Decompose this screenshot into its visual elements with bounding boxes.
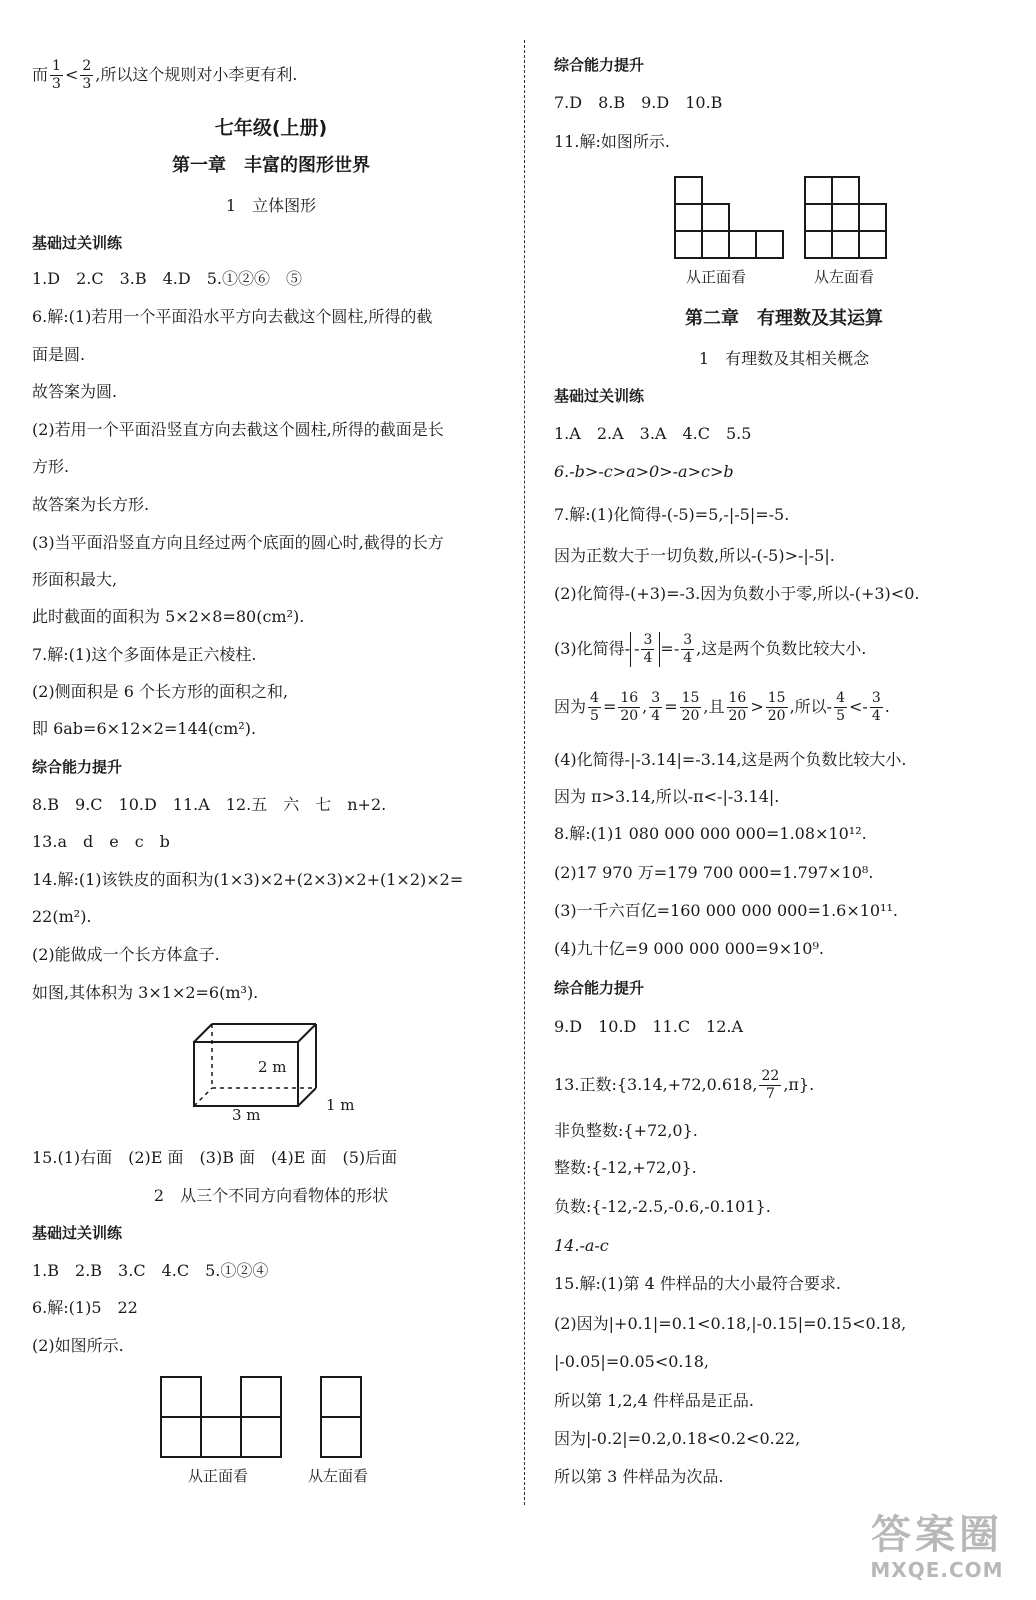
denominator: 4 [683,650,693,666]
numerator: 2 [82,58,92,74]
cube-square [200,1416,242,1458]
watermark-bottom: MXQE.COM [870,1558,1004,1582]
text-segment: =- [660,639,680,658]
answer-line: (2)化简得-(+3)=-3.因为负数小于零,所以-(+3)<0. [554,584,920,603]
text-segment: ,这是两个负数比较大小. [696,639,867,658]
text-segment: 因为 [554,697,587,716]
denominator: 20 [681,708,700,724]
grade-title: 七年级(上册) [214,117,328,139]
fraction [727,690,749,725]
answer-line: 所以第 1,2,4 件样品是正品. [554,1391,754,1410]
fraction [681,632,694,667]
fraction [834,690,847,725]
cube-square [804,176,833,205]
text-segment: = [602,697,617,716]
basic-training-heading: 基础过关训练 [32,1224,123,1242]
answer-line: 15.解:(1)第 4 件样品的大小最符合要求. [554,1274,841,1293]
answer-line: 14.-a-c [554,1236,609,1255]
column-divider [524,40,525,1505]
denominator: 3 [52,76,61,92]
fraction [50,58,63,93]
intro-pre: 而 [32,65,49,84]
numerator: 3 [643,632,653,648]
box-width-label: 3 m [232,1106,261,1124]
denominator: 5 [836,708,845,724]
answer-line: (3)一千六百亿=160 000 000 000=1.6×10¹¹. [554,901,899,920]
answer-line: 11.解:如图所示. [554,132,670,151]
answer-line: (4)化简得-|-3.14|=-3.14,这是两个负数比较大小. [554,750,907,769]
text-segment: , [642,697,648,716]
box-height-label: 2 m [258,1058,287,1076]
answer-line: 此时截面的面积为 5×2×8=80(cm²). [32,607,305,626]
advanced-heading: 综合能力提升 [554,979,645,997]
answer-line: 整数:{-12,+72,0}. [554,1158,697,1177]
answer-line: 面是圆. [32,345,86,364]
fraction [618,690,640,725]
intro-line [32,58,297,93]
answer-line: 14.解:(1)该铁皮的面积为(1×3)×2+(2×3)×2+(1×2)×2= [32,870,464,889]
answer-line: 15.(1)右面 (2)E 面 (3)B 面 (4)E 面 (5)后面 [32,1148,398,1167]
answer-line: (2)因为|+0.1|=0.1<0.18,|-0.15|=0.15<0.18, [554,1314,907,1333]
answer-line: 9.D 10.D 11.C 12.A [554,1017,744,1036]
cube-square [831,230,860,259]
less-than: < [64,65,79,84]
answer-line: (3)当平面沿竖直方向且经过两个底面的圆心时,截得的长方 [32,533,444,552]
answer-line: (2)侧面积是 6 个长方形的面积之和, [32,682,289,701]
answer-line: 因为 π>3.14,所以-π<-|-3.14|. [554,787,780,806]
answer-line: (2)17 970 万=179 700 000=1.797×10⁸. [554,863,874,882]
answer-line: 22(m²). [32,907,92,926]
basic-training-heading: 基础过关训练 [554,387,645,405]
fraction [641,632,654,667]
cube-square [320,1376,362,1418]
answer-line: 故答案为长方形. [32,495,150,514]
left-view-caption: 从左面看 [308,1467,369,1485]
numerator: 3 [651,690,661,706]
denominator: 3 [82,76,92,92]
answer-line: 7.解:(1)化简得-(-5)=5,-|-5|=-5. [554,505,790,524]
answer-line: 如图,其体积为 3×1×2=6(m³). [32,983,259,1002]
answer-line: 负数:{-12,-2.5,-0.6,-0.101}. [554,1197,771,1216]
section-1-title: 1 立体图形 [225,196,317,215]
absolute-value: - $\frac{3}{4}$ [630,632,660,667]
answer-line: 1.A 2.A 3.A 4.C 5.5 [554,424,752,443]
cube-square [858,230,887,259]
answer-line: (2)若用一个平面沿竖直方向去截这个圆柱,所得的截面是长 [32,420,444,439]
cube-square [804,203,833,232]
answer-line: 6.解:(1)5 22 [32,1298,138,1317]
answer-line: (4)九十亿=9 000 000 000=9×10⁹. [554,939,824,958]
cube-square [674,230,703,259]
answer-line: 故答案为圆. [32,382,118,401]
cube-square [804,230,833,259]
answer-line: 8.解:(1)1 080 000 000 000=1.08×10¹². [554,824,867,843]
numerator: 22 [761,1068,780,1084]
numerator: 16 [728,690,747,706]
numerator: 3 [871,690,881,706]
watermark-top: 答案圈 [871,1512,1003,1558]
advanced-heading: 综合能力提升 [554,56,645,74]
answer-line: |-0.05|=0.05<0.18, [554,1352,709,1371]
fraction [766,690,788,725]
numerator: 4 [590,690,599,706]
denominator: 4 [643,650,653,666]
basic-training-heading: 基础过关训练 [32,234,123,252]
text-segment: . [884,697,890,716]
answer-line: 1.B 2.B 3.C 4.C 5.①②④ [32,1261,269,1280]
fraction [588,690,601,725]
answer-line: 13.a d e c b [32,832,170,851]
text-segment: ,所以- [789,697,833,716]
denominator: 20 [767,708,786,724]
answer-line: 所以第 3 件样品为次品. [554,1467,724,1486]
answer-line: 因为正数大于一切负数,所以-(-5)>-|-5|. [554,546,835,565]
text-segment: (3)化简得- [554,639,631,658]
watermark-logo [852,1512,1022,1592]
answer-line-fractions [554,632,866,667]
section-2-title: 2 从三个不同方向看物体的形状 [153,1186,389,1205]
numerator: 1 [52,58,61,74]
answer-line: 8.B 9.C 10.D 11.A 12.五 六 七 n+2. [32,795,387,814]
denominator: 4 [871,708,881,724]
answer-line: 因为|-0.2|=0.2,0.18<0.2<0.22, [554,1429,801,1448]
answer-line: 7.D 8.B 9.D 10.B [554,93,723,112]
chapter-2-title: 第二章 有理数及其运算 [685,308,883,329]
cube-square [755,230,784,259]
denominator: 20 [728,708,747,724]
numerator: 3 [683,632,693,648]
cube-square [674,176,703,205]
cube-square [674,203,703,232]
box-depth-label: 1 m [326,1096,355,1114]
text-segment: <- [849,697,868,716]
left-view-figure [320,1376,370,1468]
answer-line: 形面积最大, [32,570,118,589]
fraction [80,58,93,93]
cube-square [831,176,860,205]
cube-square [160,1376,202,1418]
advanced-heading: 综合能力提升 [32,758,123,776]
answer-line: (2)如图所示. [32,1336,124,1355]
cube-square [858,203,887,232]
front-view-caption: 从正面看 [188,1467,249,1485]
fraction [870,690,883,725]
cube-square [240,1416,282,1458]
answer-line: 6.-b>-c>a>0>-a>c>b [554,462,734,481]
denominator: 7 [765,1086,775,1102]
numerator: 15 [767,690,786,706]
answer-line: (2)能做成一个长方体盒子. [32,945,220,964]
left-view-caption: 从左面看 [814,268,875,286]
text-segment: 13.正数:{3.14,+72,0.618, [554,1075,758,1094]
numerator: 4 [836,690,845,706]
denominator: 5 [590,708,599,724]
intro-post: ,所以这个规则对小李更有利. [95,65,298,84]
text-segment: ,且 [703,697,725,716]
answer-line: 方形. [32,457,70,476]
text-segment: = [664,697,678,716]
cube-square [160,1416,202,1458]
cube-square [701,203,730,232]
cube-square [701,230,730,259]
answer-line: 1.D 2.C 3.B 4.D 5.①②⑥ ⑤ [32,269,302,288]
fraction [759,1068,781,1103]
numerator: 16 [620,690,639,706]
numerator: 15 [681,690,700,706]
fraction [649,690,662,725]
answer-line: 非负整数:{+72,0}. [554,1121,698,1140]
cube-square [831,203,860,232]
denominator: 20 [620,708,639,724]
section-title: 1 有理数及其相关概念 [698,349,870,368]
text-segment: > [750,697,764,716]
chapter-1-title: 第一章 丰富的图形世界 [172,155,370,176]
answer-line-fractions [554,1068,814,1103]
denominator: 4 [651,708,661,724]
answer-line: 即 6ab=6×12×2=144(cm²). [32,719,257,738]
text-segment: ,π}. [783,1075,815,1094]
front-view-caption: 从正面看 [686,268,747,286]
fraction [680,690,702,725]
left-view-figure [804,176,894,260]
front-view-figure [674,176,794,260]
answer-line: 7.解:(1)这个多面体是正六棱柱. [32,645,257,664]
cube-square [728,230,757,259]
answer-line: 6.解:(1)若用一个平面沿水平方向去截这个圆柱,所得的截 [32,307,433,326]
cuboid-figure [192,1020,362,1125]
answer-line-fractions [554,690,890,725]
cube-square [320,1416,362,1458]
cube-square [240,1376,282,1418]
